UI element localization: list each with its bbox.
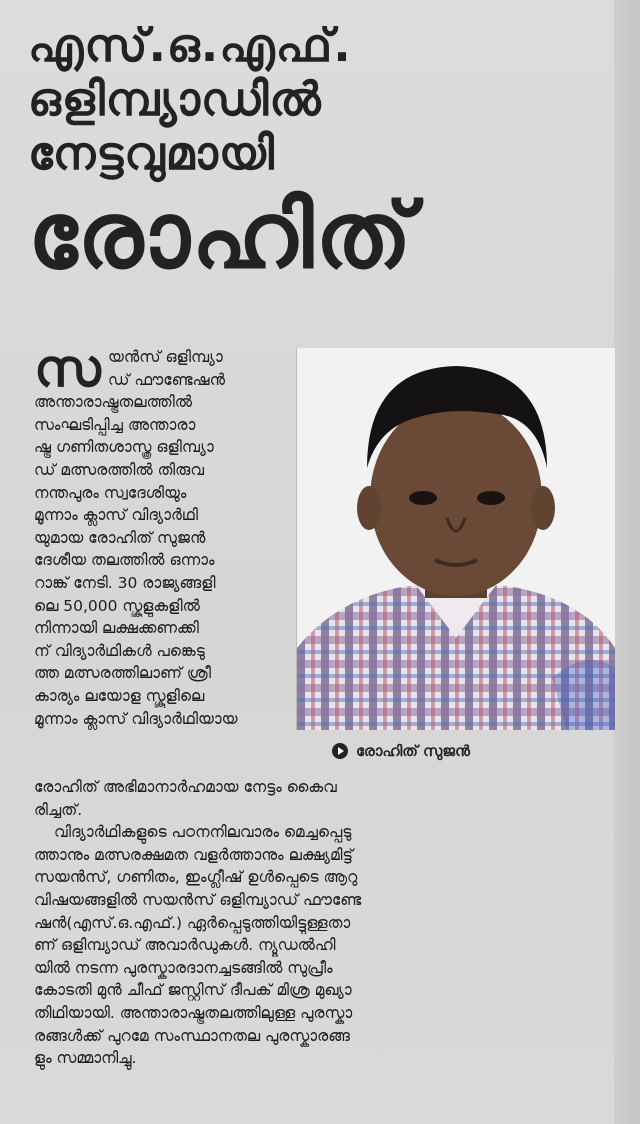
page-edge [614,0,640,1124]
drop-cap: സ [34,338,101,399]
body-line: വിദ്യാർഥികളുടെ പഠനനിലവാരം മെച്ചപ്പെടു [54,823,352,842]
body-line: മൂന്നാം ക്ലാസ് വിദ്യാർഥി [34,506,198,525]
body-line: മൂന്നാം ക്ലാസ് വിദ്യാർഥിയായ [34,709,238,728]
body-line: സയൻസ്, ഗണിതം, ഇംഗ്ലീഷ് ഉൾപ്പെടെ ആറു [34,868,358,887]
body-line: കാര്യം ലയോള സ്കൂളിലെ [34,686,205,705]
photo-caption-text: രോഹിത് സുജൻ [356,742,470,760]
body-line: ലെ 50,000 സ്കൂളുകളിൽ [34,596,200,615]
body-line: അന്താരാഷ്ട്രതലത്തിൽ [34,393,193,412]
body-line: ളും സമ്മാനിച്ചു. [34,1049,137,1068]
body-line: യുമായ രോഹിത് സുജൻ [34,528,206,547]
body-line: രിച്ചത്. [34,800,83,819]
body-line: ദേശീയ തലത്തിൽ ഒന്നാം [34,551,215,570]
portrait-photo [296,348,615,730]
body-line: ന് വിദ്യാർഥികൾ പങ്കെടു [34,641,205,660]
body-line: സംഘടിപ്പിച്ച അന്താരാ [34,415,196,434]
body-line: രോഹിത് അഭിമാനാർഹമായ നേട്ടം കൈവ [34,778,337,796]
body-line: യൻസ് ഒളിമ്പ്യാ [108,348,223,366]
body-line: യിൽ നടന്ന പുരസ്കാരദാനച്ചടങ്ങിൽ സുപ്രീം [34,958,333,977]
body-line: റാങ്ക് നേടി. 30 രാജ്യങ്ങളി [34,573,216,592]
play-icon [332,743,348,759]
portrait-image [297,348,615,730]
body-line: ത്ത മത്സരത്തിലാണ് ശ്രീ [34,664,211,683]
headline [28,18,588,289]
body-column-wide [34,776,590,1070]
body-line: ഡ് മത്സരത്തിൽ തിരുവ [34,460,204,479]
headline-name: രോഹിത് [28,182,414,289]
headline-line-1: എസ്.ഒ.എഫ്. [28,18,352,72]
body-line: നന്തപുരം സ്വദേശിയും [34,483,187,502]
body-line: ത്താനും മത്സരക്ഷമത വളർത്താനും ലക്ഷ്യമിട്ട് [34,845,353,864]
headline-line-3: നേട്ടവുമായി [28,126,275,180]
body-line: രങ്ങൾക്ക് പുറമേ സംസ്ഥാനതല പുരസ്കാരങ്ങ [34,1026,350,1045]
body-line: ഡ് ഫൗണ്ടേഷൻ [108,370,225,389]
body-line: ഷൻ(എസ്.ഒ.എഫ്.) ഏർപ്പെടുത്തിയിട്ടുള്ളതാ [34,913,351,932]
body-line: ണ് ഒളിമ്പ്യാഡ് അവാർഡുകൾ. ന്യൂഡൽഹി [34,936,336,955]
photo-caption [332,738,470,764]
body-line: വിഷയങ്ങളിൽ സയൻസ് ഒളിമ്പ്യാഡ് ഫൗണ്ടേ [34,890,362,909]
body-line: തിഥിയായി. അന്താരാഷ്ട്രതലത്തിലുള്ള പുരസ്കാ [34,1003,353,1022]
body-line: കോടതി മുൻ ചീഫ് ജസ്റ്റിസ് ദീപക് മിശ്ര മുഖ്യാ [34,981,352,1000]
headline-line-2: ഒളിമ്പ്യാഡിൽ [28,72,322,126]
body-line: ഷ്ട്ര ഗണിതശാസ്ത്ര ഒളിമ്പ്യാ [34,438,214,457]
body-line: നിന്നായി ലക്ഷക്കണക്കി [34,619,199,638]
body-column-narrow [34,338,290,730]
